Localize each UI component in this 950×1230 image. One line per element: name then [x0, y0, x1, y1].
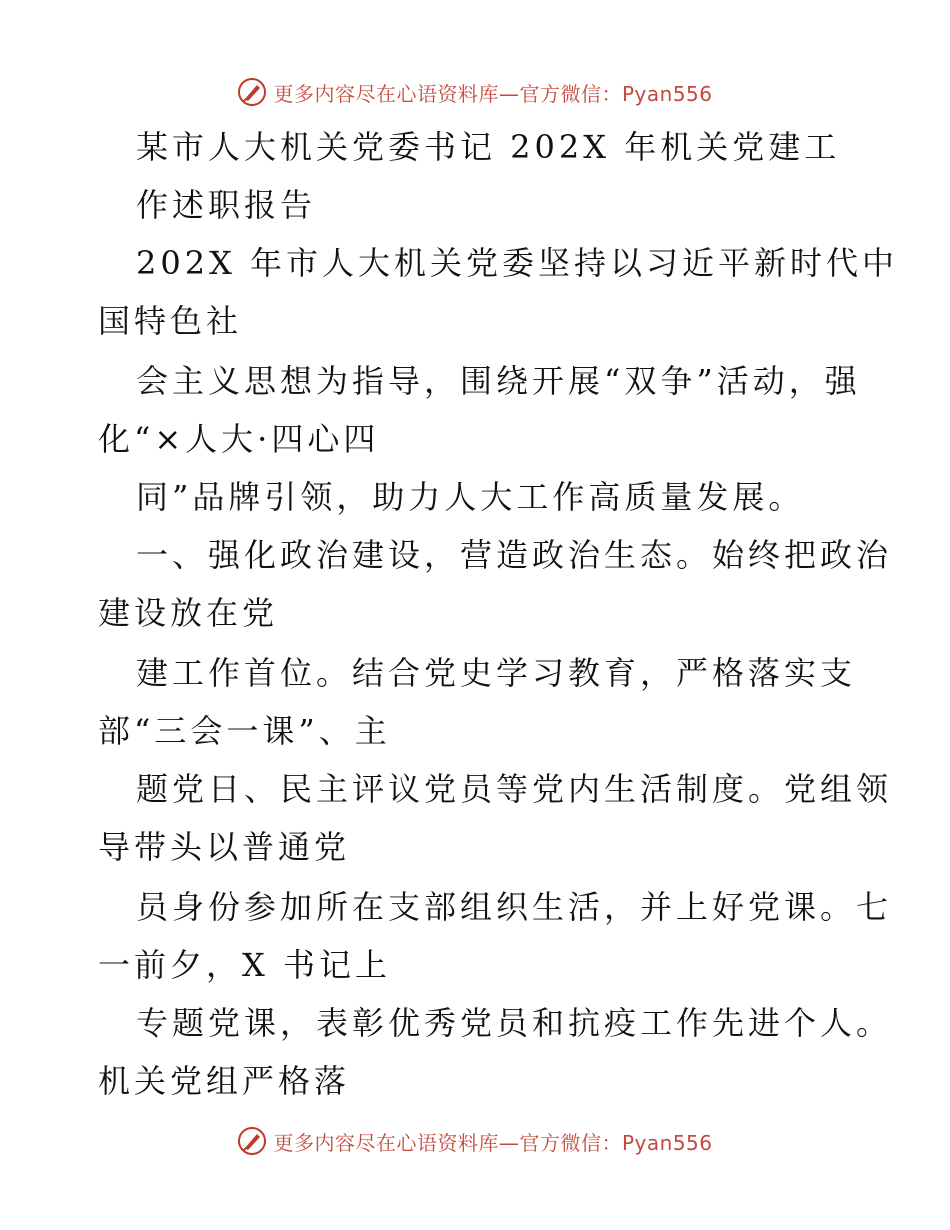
watermark-text: 更多内容尽在心语资料库—官方微信：Pyan556 [273, 81, 713, 106]
paragraph-line: 机关党组严格落 [98, 1062, 351, 1100]
paragraph-line: 会主义思想为指导，围绕开展“双争”活动，强 [136, 362, 861, 400]
paragraph-line: 导带头以普通党 [98, 828, 351, 866]
watermark-contact: Pyan556 [621, 1130, 713, 1155]
footer-watermark [0, 1121, 950, 1161]
paragraph-line: 员身份参加所在支部组织生活，并上好党课。七 [136, 888, 893, 926]
paragraph-line: 专题党课，表彰优秀党员和抗疫工作先进个人。 [136, 1004, 893, 1042]
paragraph-line: 建工作首位。结合党史学习教育，严格落实支 [136, 654, 857, 692]
watermark-contact: Pyan556 [621, 81, 713, 106]
header-watermark [0, 72, 950, 112]
paragraph-line: 部“三会一课”、主 [98, 712, 391, 750]
paragraph-line: 一前夕，X 书记上 [98, 946, 391, 984]
paragraph-line: 化“×人大·四心四 [98, 420, 380, 458]
paragraph-line: 建设放在党 [98, 594, 279, 632]
paragraph-line: 一、强化政治建设，营造政治生态。始终把政治 [136, 536, 893, 574]
document-title-line-2: 作述职报告 [136, 186, 317, 224]
watermark-text: 更多内容尽在心语资料库—官方微信：Pyan556 [273, 1130, 713, 1155]
paragraph-line: 同”品牌引领，助力人大工作高质量发展。 [136, 478, 805, 516]
pen-circle-logo-icon [237, 1126, 267, 1156]
paragraph-line: 国特色社 [98, 302, 243, 340]
paragraph-line: 题党日、民主评议党员等党内生活制度。党组领 [136, 770, 893, 808]
pen-circle-logo-icon [237, 77, 267, 107]
document-title-line-1: 某市人大机关党委书记 202X 年机关党建工 [136, 128, 841, 166]
paragraph-line: 202X 年市人大机关党委坚持以习近平新时代中 [136, 244, 899, 282]
